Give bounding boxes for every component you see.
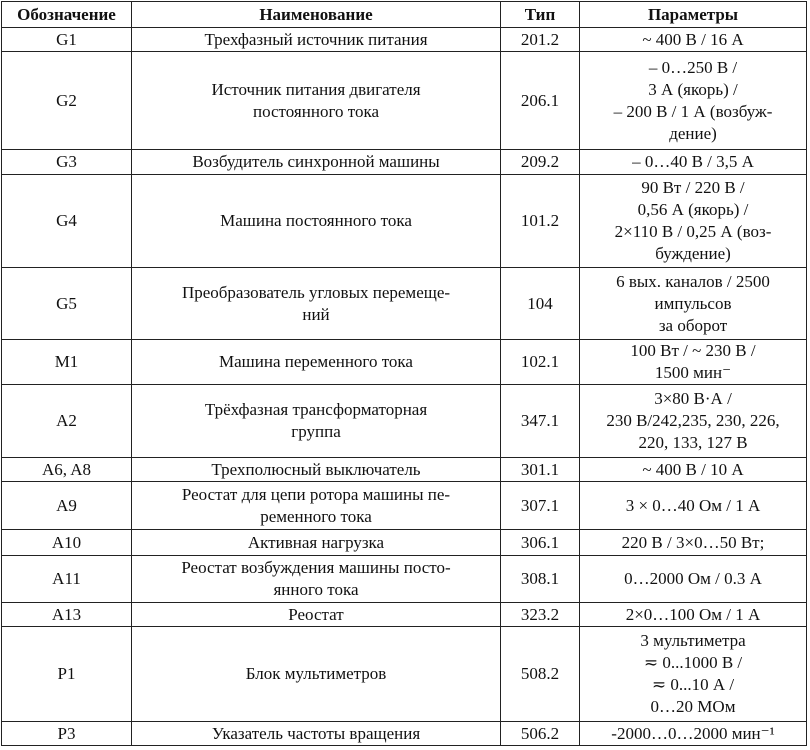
cell-parameters: 100 Вт / ~ 230 В / 1500 мин⁻ <box>580 340 807 385</box>
cell-type: 308.1 <box>501 556 580 603</box>
header-row <box>2 2 807 28</box>
table-row <box>2 52 807 150</box>
cell-parameters: ~ 400 В / 10 А <box>580 458 807 482</box>
cell-name: Активная нагрузка <box>132 530 501 556</box>
cell-parameters: – 0…250 В / 3 А (якорь) / – 200 В / 1 А (возбуж- дение) <box>580 52 807 150</box>
cell-parameters: 6 вых. каналов / 2500 импульсов за оборот <box>580 268 807 340</box>
cell-type: 104 <box>501 268 580 340</box>
cell-type: 508.2 <box>501 627 580 722</box>
table-row <box>2 556 807 603</box>
cell-designation: M1 <box>2 340 132 385</box>
table-row <box>2 627 807 722</box>
cell-parameters: 2×0…100 Ом / 1 А <box>580 603 807 627</box>
cell-name: Преобразователь угловых перемеще- ний <box>132 268 501 340</box>
cell-type: 201.2 <box>501 28 580 52</box>
cell-type: 347.1 <box>501 385 580 458</box>
cell-parameters: ~ 400 В / 16 А <box>580 28 807 52</box>
cell-parameters: 0…2000 Ом / 0.3 А <box>580 556 807 603</box>
cell-type: 301.1 <box>501 458 580 482</box>
table-row <box>2 150 807 175</box>
cell-designation: A6, A8 <box>2 458 132 482</box>
cell-name: Реостат <box>132 603 501 627</box>
cell-parameters: 220 В / 3×0…50 Вт; <box>580 530 807 556</box>
cell-designation: G3 <box>2 150 132 175</box>
table-row <box>2 603 807 627</box>
cell-name: Возбудитель синхронной машины <box>132 150 501 175</box>
table-row <box>2 340 807 385</box>
table-row <box>2 530 807 556</box>
cell-type: 323.2 <box>501 603 580 627</box>
cell-name: Трёхфазная трансформаторная группа <box>132 385 501 458</box>
cell-parameters: 3 мультиметра ≂ 0...1000 В / ≂ 0...10 А / 0…20 МОм <box>580 627 807 722</box>
equipment-table <box>1 1 807 746</box>
cell-name: Трехполюсный выключатель <box>132 458 501 482</box>
cell-name: Машина переменного тока <box>132 340 501 385</box>
table-row <box>2 385 807 458</box>
cell-name: Реостат для цепи ротора машины пе- ременного тока <box>132 482 501 530</box>
cell-parameters: -2000…0…2000 мин⁻¹ <box>580 722 807 746</box>
table-row <box>2 482 807 530</box>
header-parameters: Параметры <box>580 2 807 28</box>
header-name: Наименование <box>132 2 501 28</box>
cell-type: 306.1 <box>501 530 580 556</box>
cell-designation: G4 <box>2 175 132 268</box>
cell-type: 506.2 <box>501 722 580 746</box>
cell-type: 206.1 <box>501 52 580 150</box>
table-row <box>2 268 807 340</box>
cell-designation: A10 <box>2 530 132 556</box>
cell-parameters: 3×80 В·А / 230 В/242,235, 230, 226, 220, 133, 127 В <box>580 385 807 458</box>
cell-type: 209.2 <box>501 150 580 175</box>
cell-name: Источник питания двигателя постоянного тока <box>132 52 501 150</box>
cell-name: Машина постоянного тока <box>132 175 501 268</box>
table-row <box>2 458 807 482</box>
cell-parameters: 3 × 0…40 Ом / 1 А <box>580 482 807 530</box>
cell-name: Трехфазный источник питания <box>132 28 501 52</box>
cell-parameters: – 0…40 В / 3,5 А <box>580 150 807 175</box>
cell-name: Блок мультиметров <box>132 627 501 722</box>
cell-designation: A9 <box>2 482 132 530</box>
table-row <box>2 28 807 52</box>
cell-name: Указатель частоты вращения <box>132 722 501 746</box>
cell-type: 307.1 <box>501 482 580 530</box>
cell-designation: G5 <box>2 268 132 340</box>
cell-name: Реостат возбуждения машины посто- янного тока <box>132 556 501 603</box>
table-row <box>2 722 807 746</box>
header-type: Тип <box>501 2 580 28</box>
cell-designation: A11 <box>2 556 132 603</box>
table-row <box>2 175 807 268</box>
cell-parameters: 90 Вт / 220 В / 0,56 А (якорь) / 2×110 В / 0,25 А (воз- буждение) <box>580 175 807 268</box>
cell-designation: G2 <box>2 52 132 150</box>
cell-designation: A2 <box>2 385 132 458</box>
cell-type: 102.1 <box>501 340 580 385</box>
cell-designation: A13 <box>2 603 132 627</box>
cell-type: 101.2 <box>501 175 580 268</box>
cell-designation: P1 <box>2 627 132 722</box>
header-designation: Обозначение <box>2 2 132 28</box>
cell-designation: G1 <box>2 28 132 52</box>
cell-designation: P3 <box>2 722 132 746</box>
